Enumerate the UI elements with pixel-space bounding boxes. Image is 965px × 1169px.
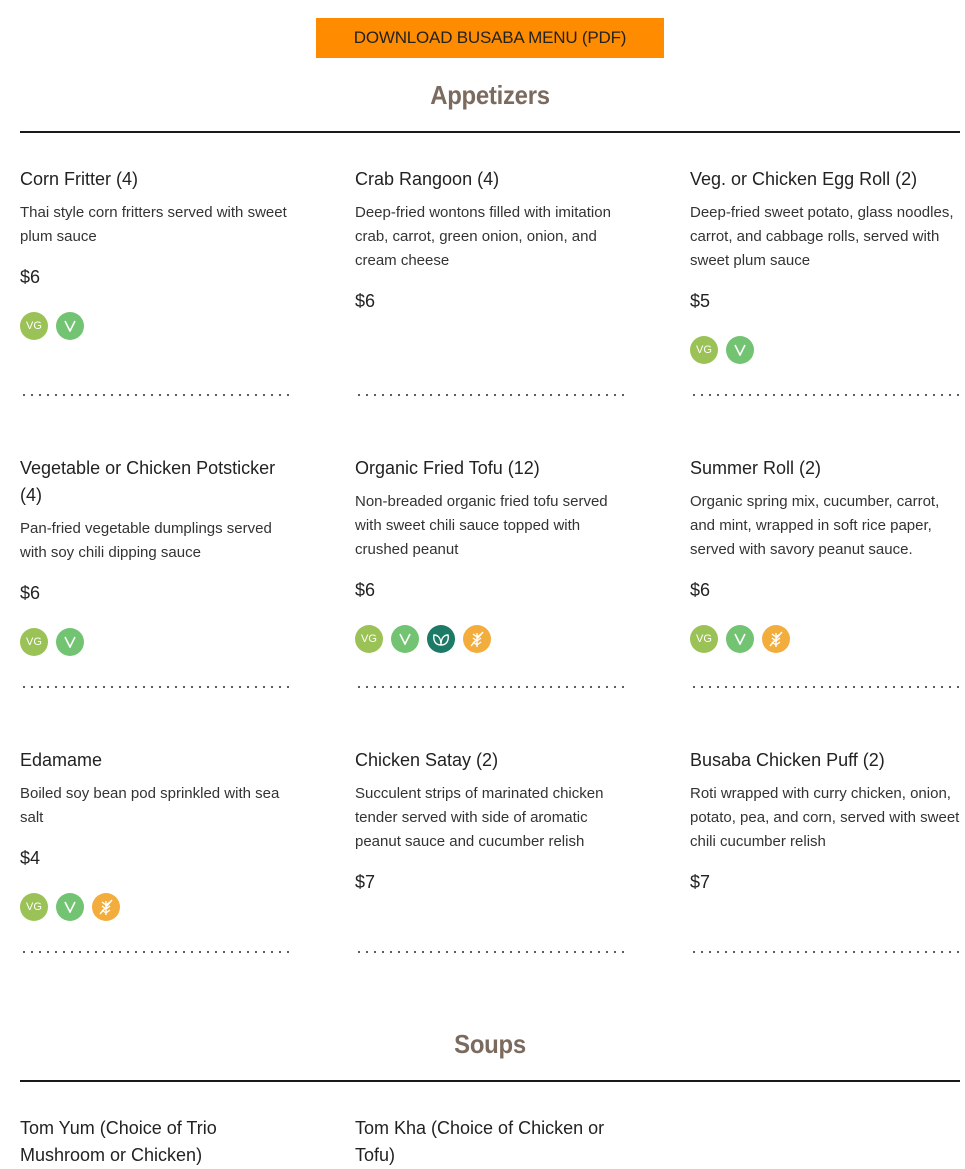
item-price: $7 bbox=[690, 872, 711, 892]
gluten-free-icon bbox=[762, 625, 790, 653]
menu-item bbox=[20, 455, 290, 656]
item-price: $6 bbox=[20, 583, 41, 603]
vegetarian-icon bbox=[56, 312, 84, 340]
menu-item bbox=[355, 747, 625, 893]
dietary-icons bbox=[690, 336, 960, 364]
item-description: Non-breaded organic fried tofu served with sweet chili sauce topped with crushed peanut bbox=[355, 493, 608, 558]
item-price: $4 bbox=[20, 848, 41, 868]
menu-item bbox=[690, 455, 960, 653]
item-separator bbox=[20, 950, 290, 954]
item-separator bbox=[690, 685, 960, 689]
appetizers-divider bbox=[20, 131, 960, 133]
dietary-icons bbox=[690, 625, 960, 653]
item-name: Summer Roll (2) bbox=[690, 458, 822, 478]
dietary-icons bbox=[20, 628, 290, 656]
item-description: Pan-fried vegetable dumplings served with soy chili dipping sauce bbox=[20, 520, 272, 561]
item-name: Tom Kha (Choice of Chicken or Tofu) bbox=[355, 1118, 605, 1165]
soups-divider bbox=[20, 1080, 960, 1082]
item-name: Corn Fritter (4) bbox=[20, 169, 139, 189]
item-description: Succulent strips of marinated chicken tender served with side of aromatic peanut sauce and cucumber relish bbox=[355, 785, 604, 850]
menu-item bbox=[20, 747, 290, 921]
item-price: $6 bbox=[355, 291, 376, 311]
dietary-icons bbox=[20, 893, 290, 921]
gluten-free-icon bbox=[92, 893, 120, 921]
item-name: Tom Yum (Choice of Trio Mushroom or Chicken) bbox=[20, 1118, 217, 1165]
dietary-icons bbox=[355, 625, 625, 653]
vegetarian-icon bbox=[56, 893, 84, 921]
item-description: Thai style corn fritters served with sweet plum sauce bbox=[20, 204, 287, 245]
vegan-icon: VG bbox=[690, 336, 718, 364]
menu-item bbox=[355, 455, 625, 653]
item-separator bbox=[690, 393, 960, 397]
vegan-icon: VG bbox=[690, 625, 718, 653]
dietary-icons bbox=[20, 312, 290, 340]
soups-heading: Soups bbox=[454, 1029, 526, 1059]
vegan-icon: VG bbox=[20, 628, 48, 656]
item-separator bbox=[355, 950, 625, 954]
vegetarian-icon bbox=[726, 336, 754, 364]
item-separator bbox=[355, 685, 625, 689]
item-price: $7 bbox=[355, 872, 376, 892]
item-description: Roti wrapped with curry chicken, onion, potato, pea, and corn, served with sweet chili cucumber relish bbox=[690, 785, 960, 850]
vegan-icon: VG bbox=[20, 312, 48, 340]
menu-item bbox=[355, 166, 625, 312]
item-separator bbox=[20, 393, 290, 397]
appetizers-heading: Appetizers bbox=[430, 80, 550, 110]
item-price: $5 bbox=[690, 291, 711, 311]
item-name: Chicken Satay (2) bbox=[355, 750, 499, 770]
item-name: Busaba Chicken Puff (2) bbox=[690, 750, 885, 770]
vegan-icon: VG bbox=[355, 625, 383, 653]
item-separator bbox=[690, 950, 960, 954]
vegetarian-icon bbox=[726, 625, 754, 653]
vegetarian-icon bbox=[391, 625, 419, 653]
menu-item bbox=[20, 1115, 290, 1169]
menu-item bbox=[20, 166, 290, 340]
vegetarian-icon bbox=[56, 628, 84, 656]
item-separator bbox=[20, 685, 290, 689]
item-description: Organic spring mix, cucumber, carrot, and mint, wrapped in soft rice paper, served with savory peanut sauce. bbox=[690, 493, 940, 558]
vegan-icon: VG bbox=[20, 893, 48, 921]
item-price: $6 bbox=[355, 580, 376, 600]
item-name: Veg. or Chicken Egg Roll (2) bbox=[690, 169, 918, 189]
download-menu-button[interactable]: DOWNLOAD BUSABA MENU (PDF) bbox=[316, 18, 664, 58]
item-name: Organic Fried Tofu (12) bbox=[355, 458, 540, 478]
item-description: Deep-fried sweet potato, glass noodles, carrot, and cabbage rolls, served with sweet plum sauce bbox=[690, 204, 954, 269]
menu-item bbox=[355, 1115, 625, 1169]
menu-item bbox=[690, 747, 960, 893]
item-name: Vegetable or Chicken Potsticker (4) bbox=[20, 458, 276, 505]
item-price: $6 bbox=[20, 267, 41, 287]
organic-icon bbox=[427, 625, 455, 653]
menu-item bbox=[690, 166, 960, 364]
item-description: Deep-fried wontons filled with imitation crab, carrot, green onion, onion, and cream cheese bbox=[355, 204, 611, 269]
item-separator bbox=[355, 393, 625, 397]
item-name: Crab Rangoon (4) bbox=[355, 169, 500, 189]
item-name: Edamame bbox=[20, 750, 103, 770]
gluten-free-icon bbox=[463, 625, 491, 653]
item-description: Boiled soy bean pod sprinkled with sea salt bbox=[20, 785, 280, 826]
item-price: $6 bbox=[690, 580, 711, 600]
